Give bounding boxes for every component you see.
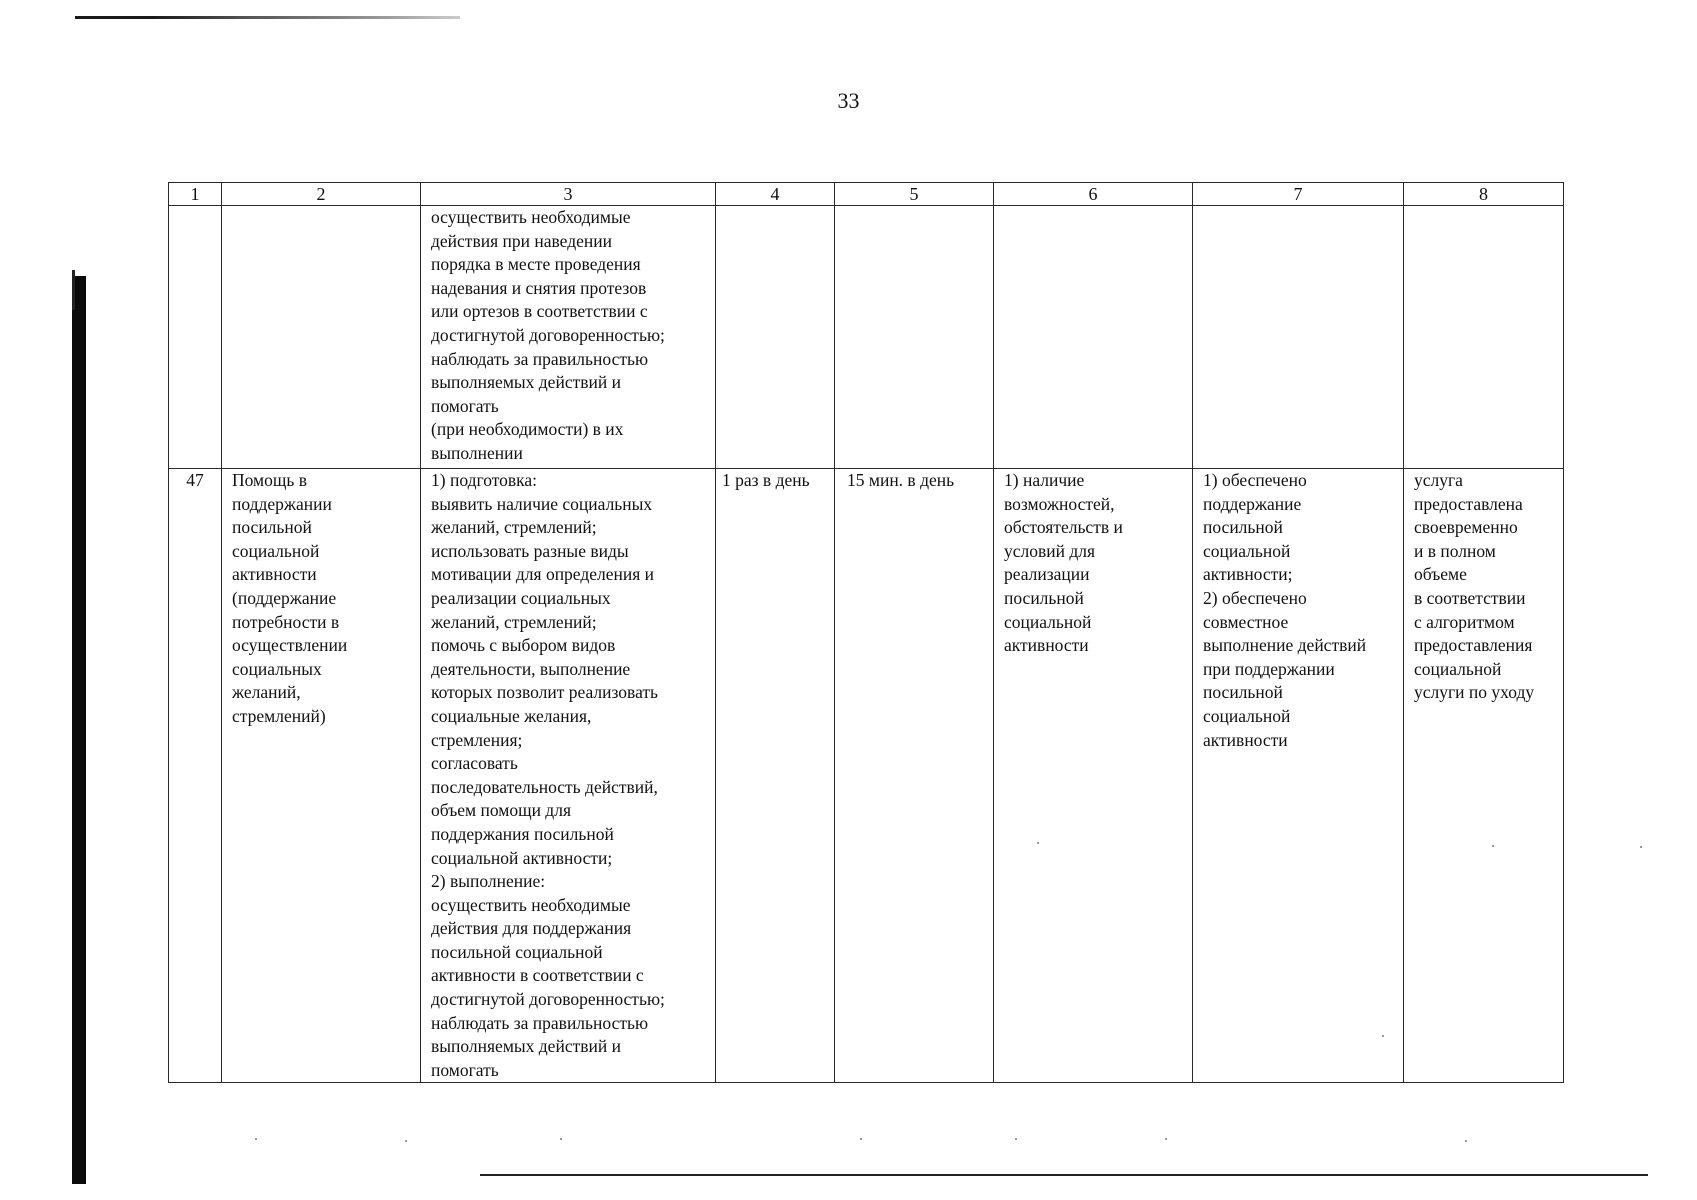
column-number: 6: [994, 183, 1193, 206]
column-number: 2: [222, 183, 421, 206]
column-number: 4: [716, 183, 835, 206]
scan-speck: [1037, 842, 1039, 844]
scan-speck: [1382, 1035, 1384, 1037]
quality-cell: [1404, 206, 1564, 469]
scan-speck: [1465, 1140, 1467, 1142]
scan-speck: [255, 1138, 257, 1140]
table-row: [169, 206, 1564, 469]
actions-cell: 1) подготовка: выявить наличие социальных желаний, стремлений; использовать разные виды мотивации для определения и реализации социальных желаний, стремлений; помочь с выбором видов деятельности, выполнение которых позволит реализовать социальные желания, стремления; согласовать последовательность действий, объем помощи для поддержания посильной социальной активности; 2) выполнение: осуществить необходимые действия для поддержания посильной социальной активности в соответствии с достигнутой договоренностью; наблюдать за правильностью выполняемых действий и помогать: [421, 469, 716, 1083]
duration-cell: [835, 206, 994, 469]
scan-speck: [1640, 846, 1642, 848]
column-number-row: [169, 183, 1564, 206]
column-number: 8: [1404, 183, 1564, 206]
scan-artifact-bottom-line: [480, 1174, 1648, 1176]
table-row: [169, 469, 1564, 1083]
scan-speck: [405, 1140, 407, 1142]
result-cell: [1193, 206, 1404, 469]
actions-cell: осуществить необходимые действия при наведении порядка в месте проведения надевания и снятия протезов или ортезов в соответствии с достигнутой договоренностью; наблюдать за правильностью выполняемых действий и помогать (при необходимости) в их выполнении: [421, 206, 716, 469]
duration-cell: 15 мин. в день: [835, 469, 994, 1083]
service-name-cell: [222, 206, 421, 469]
result-cell: 1) обеспечено поддержание посильной социальной активности; 2) обеспечено совместное выполнение действий при поддержании посильной социальной активности: [1193, 469, 1404, 1083]
conditions-cell: 1) наличие возможностей, обстоятельств и условий для реализации посильной социальной активности: [994, 469, 1193, 1083]
frequency-cell: [716, 206, 835, 469]
service-table: [168, 182, 1564, 1083]
scan-speck: [1015, 1138, 1017, 1140]
page-number: 33: [837, 88, 860, 113]
row-number-cell: 47: [169, 469, 222, 1083]
row-number-cell: [169, 206, 222, 469]
scan-artifact-binding-edge: [72, 276, 86, 1184]
column-number: 7: [1193, 183, 1404, 206]
scan-speck: [560, 1138, 562, 1140]
column-number: 1: [169, 183, 222, 206]
scan-speck: [1165, 1138, 1167, 1140]
scan-artifact-top-line: [75, 16, 460, 19]
column-number: 3: [421, 183, 716, 206]
conditions-cell: [994, 206, 1193, 469]
scan-speck: [860, 1138, 862, 1140]
service-name-cell: Помощь в поддержании посильной социальной активности (поддержание потребности в осуществлении социальных желаний, стремлений): [222, 469, 421, 1083]
quality-cell: услуга предоставлена своевременно и в полном объеме в соответствии с алгоритмом предоставления социальной услуги по уходу: [1404, 469, 1564, 1083]
column-number: 5: [835, 183, 994, 206]
frequency-cell: 1 раз в день: [716, 469, 835, 1083]
scan-speck: [1492, 845, 1494, 847]
